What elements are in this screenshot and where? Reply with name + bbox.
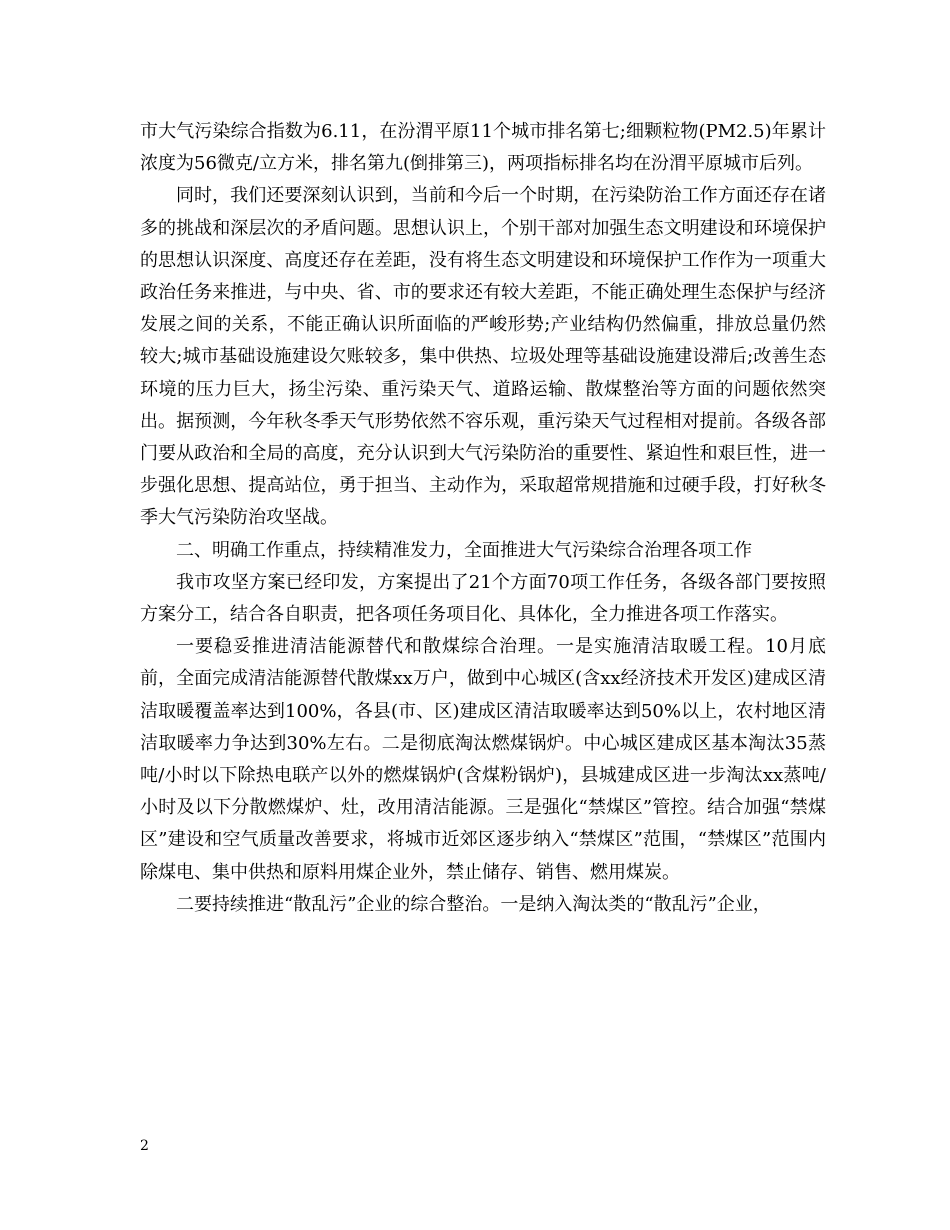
- paragraph-challenges: 同时，我们还要深刻认识到，当前和今后一个时期，在污染防治工作方面还存在诸多的挑战和深层次的矛盾问题。思想认识上，个别干部对加强生态文明建设和环境保护的思想认识深度、高度还存在差距，没有将生态文明建设和环境保护工作作为一项重大政治任务来推进，与中央、省、市的要求还有较大差距，不能正确处理生态保护与经济发展之间的关系，不能正确认识所面临的严峻形势;产业结构仍然偏重，排放总量仍然较大;城市基础设施建设欠账较多，集中供热、垃圾处理等基础设施建设滞后;改善生态环境的压力巨大，扬尘污染、重污染天气、道路运输、散煤整治等方面的问题依然突出。据预测，今年秋冬季天气形势依然不容乐观，重污染天气过程相对提前。各级各部门要从政治和全局的高度，充分认识到大气污染防治的重要性、紧迫性和艰巨性，进一步强化思想、提高站位，勇于担当、主动作为，采取超常规措施和过硬手段，打好秋冬季大气污染防治攻坚战。: [140, 185, 826, 529]
- section-heading-work-focus: 二、明确工作重点，持续精准发力，全面推进大气污染综合治理各项工作: [176, 539, 752, 561]
- paragraph-air-pollution-index: 市大气污染综合指数为6.11，在汾渭平原11个城市排名第七;细颗粒物(PM2.5)年累计浓度为56微克/立方米，排名第九(倒排第三)，两项指标排名均在汾渭平原城市后列。: [140, 121, 826, 175]
- document-body: [140, 116, 826, 921]
- paragraph-scattered-polluters: 二要持续推进“散乱污”企业的综合整治。一是纳入淘汰类的“散乱污”企业，: [176, 893, 771, 915]
- page-number: 2: [140, 1138, 149, 1154]
- paragraph-plan-overview: 我市攻坚方案已经印发，方案提出了21个方面70项工作任务，各级各部门要按照方案分工，结合各自职责，把各项任务项目化、具体化，全力推进各项工作落实。: [140, 571, 826, 626]
- paragraph-clean-energy: 一要稳妥推进清洁能源替代和散煤综合治理。一是实施清洁取暖工程。10月底前，全面完成清洁能源替代散煤xx万户，做到中心城区(含xx经济技术开发区)建成区清洁取暖覆盖率达到100%，各县(市、区)建成区清洁取暖率达到50%以上，农村地区清洁取暖率力争达到30%左右。二是彻底淘汰燃煤锅炉。中心城区建成区基本淘汰35蒸吨/小时以下除热电联产以外的燃煤锅炉(含煤粉锅炉)，县城建成区进一步淘汰xx蒸吨/小时及以下分散燃煤炉、灶，改用清洁能源。三是强化“禁煤区”管控。结合加强“禁煤区”建设和空气质量改善要求，将城市近郊区逐步纳入“禁煤区”范围，“禁煤区”范围内除煤电、集中供热和原料用煤企业外，禁止储存、销售、燃用煤炭。: [140, 636, 826, 883]
